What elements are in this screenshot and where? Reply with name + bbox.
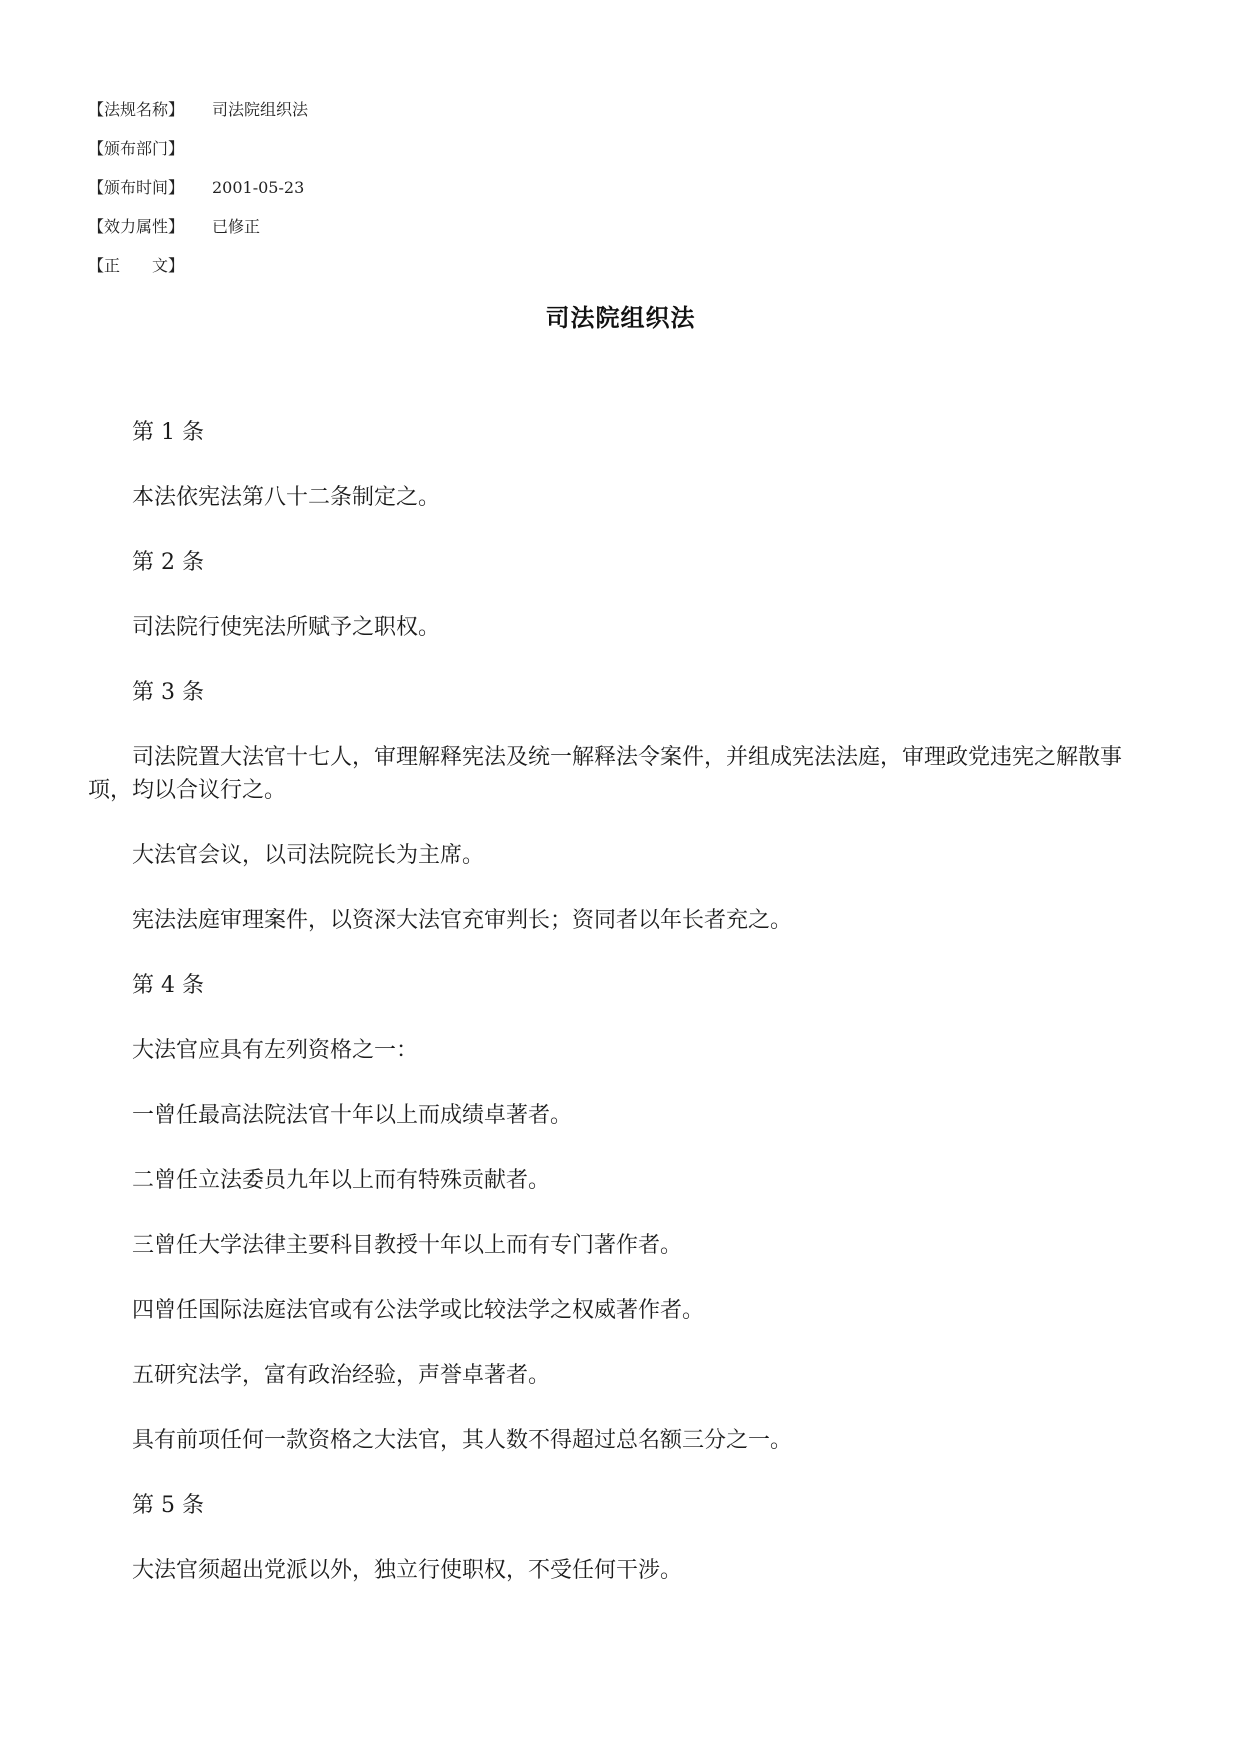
meta-row-date xyxy=(88,178,308,217)
article-heading: 第 2 条 xyxy=(132,550,204,575)
meta-row-name xyxy=(88,100,308,139)
paragraph: 具有前项任何一款资格之大法官，其人数不得超过总名额三分之一。 xyxy=(132,1428,793,1453)
meta-label: 【效力属性】 xyxy=(88,217,185,236)
meta-row-department xyxy=(88,139,308,178)
paragraph: 五研究法学，富有政治经验，声誉卓著者。 xyxy=(132,1363,551,1388)
article-heading: 第 5 条 xyxy=(132,1493,204,1518)
paragraph: 司法院置大法官十七人，审理解释宪法及统一解释法令案件，并组成宪法法庭，审理政党违宪之解散事项，均以合议行之。 xyxy=(88,745,1123,803)
document-title: 司法院组织法 xyxy=(545,303,696,332)
paragraph: 大法官会议，以司法院院长为主席。 xyxy=(132,843,485,868)
paragraph: 司法院行使宪法所赋予之职权。 xyxy=(132,615,441,640)
meta-value: 2001-05-23 xyxy=(212,178,305,197)
article-heading: 第 4 条 xyxy=(132,973,204,998)
article-heading: 第 1 条 xyxy=(132,420,204,445)
meta-label: 【正 文】 xyxy=(88,256,185,275)
paragraph: 大法官应具有左列资格之一： xyxy=(132,1038,419,1063)
paragraph: 大法官须超出党派以外，独立行使职权，不受任何干涉。 xyxy=(132,1558,683,1583)
meta-label: 【法规名称】 xyxy=(88,100,185,119)
meta-label: 【颁布时间】 xyxy=(88,178,185,197)
paragraph: 三曾任大学法律主要科目教授十年以上而有专门著作者。 xyxy=(132,1233,683,1258)
meta-row-body xyxy=(88,256,308,295)
meta-row-status xyxy=(88,217,308,256)
paragraph: 宪法法庭审理案件，以资深大法官充审判长；资同者以年长者充之。 xyxy=(132,908,793,933)
article-heading: 第 3 条 xyxy=(132,680,204,705)
meta-value: 司法院组织法 xyxy=(212,100,309,119)
paragraph: 四曾任国际法庭法官或有公法学或比较法学之权威著作者。 xyxy=(132,1298,705,1323)
paragraph: 二曾任立法委员九年以上而有特殊贡献者。 xyxy=(132,1168,551,1193)
paragraph: 本法依宪法第八十二条制定之。 xyxy=(132,485,441,510)
meta-label: 【颁布部门】 xyxy=(88,139,185,158)
meta-value: 已修正 xyxy=(212,217,261,236)
paragraph: 一曾任最高法院法官十年以上而成绩卓著者。 xyxy=(132,1103,573,1128)
document-metadata xyxy=(88,100,308,295)
document-body xyxy=(88,416,1158,1619)
